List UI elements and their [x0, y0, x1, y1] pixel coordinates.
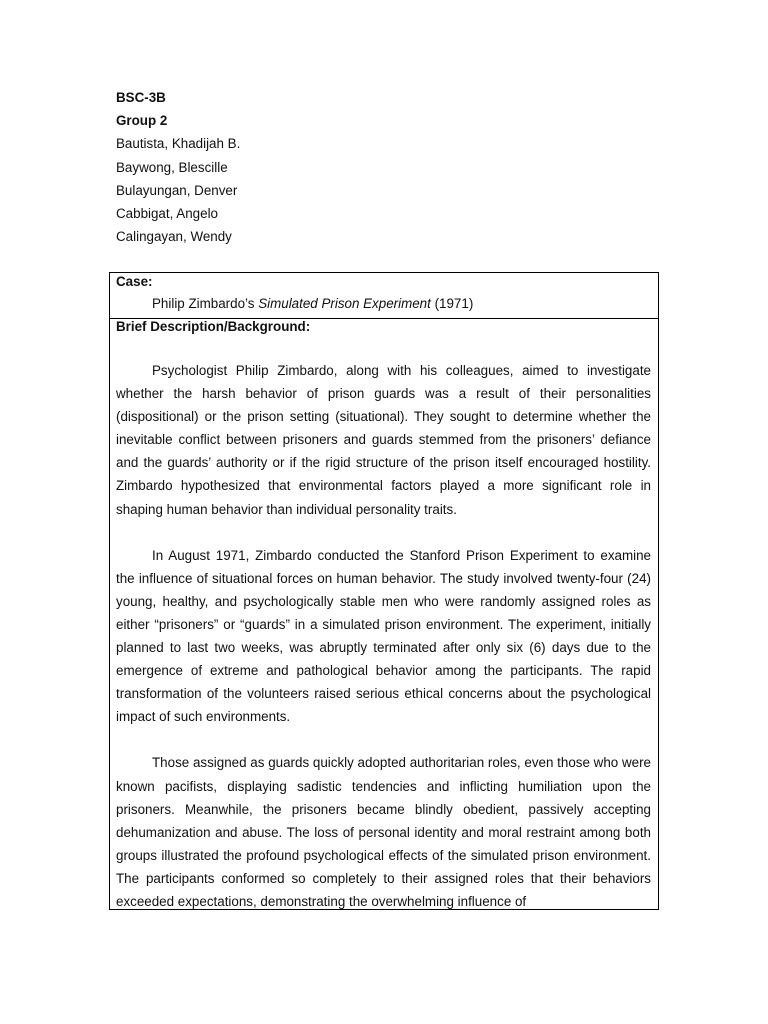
description-paragraph: Those assigned as guards quickly adopted authoritarian roles, even those who were known pacifists, displaying sadistic tendencies and inflicting humiliation upon the prisoners. Meanwhile, the prisoners became blindly obedient, passively accepting dehumanization and abuse. The loss of personal identity and moral restraint among both groups illustrated the profound psychological effects of the simulated prison environment. The participants conformed so completely to their assigned roles that their behaviors exceeded expectations, demonstrating the overwhelming influence of: [116, 755, 651, 909]
case-title: [152, 294, 473, 314]
case-prefix: Philip Zimbardo’s: [152, 296, 259, 311]
member-name: Bulayungan, Denver: [116, 182, 238, 198]
case-cell: [110, 273, 658, 319]
member-name: Calingayan, Wendy: [116, 229, 232, 245]
group-name: Group 2: [116, 113, 168, 129]
section-code: BSC-3B: [116, 90, 166, 105]
description-paragraph: Psychologist Philip Zimbardo, along with his colleagues, aimed to investigate whether the harsh behavior of prison guards was a result of their personalities (dispositional) or the prison setting (situational). They sought to determine whether the inevitable conflict between prisoners and guards stemmed from the prisoners’ defiance and the guards’ authority or if the rigid structure of the prison itself encouraged hostility. Zimbardo hypothesized that environmental factors played a more significant role in shaping human behavior than individual personality traits.: [116, 363, 651, 517]
case-table: [109, 272, 659, 910]
case-year: (1971): [430, 296, 474, 311]
member-name: Baywong, Blescille: [116, 159, 228, 175]
case-experiment-title: Simulated Prison Experiment: [258, 296, 431, 311]
case-label: Case:: [116, 274, 153, 289]
member-name: Bautista, Khadijah B.: [116, 136, 241, 152]
document-header: [116, 86, 516, 248]
member-name: Cabbigat, Angelo: [116, 205, 218, 221]
description-label: Brief Description/Background:: [116, 319, 311, 334]
description-paragraph: In August 1971, Zimbardo conducted the Stanford Prison Experiment to examine the influence of situational forces on human behavior. The study involved twenty-four (24) young, healthy, and psychologically stable men who were randomly assigned roles as either “prisoners” or “guards” in a simulated prison environment. The experiment, initially planned to last two weeks, was abruptly terminated after only six (6) days due to the emergence of extreme and pathological behavior among the participants. The rapid transformation of the volunteers raised serious ethical concerns about the psychological impact of such environments.: [116, 547, 651, 725]
description-body: [116, 359, 651, 910]
